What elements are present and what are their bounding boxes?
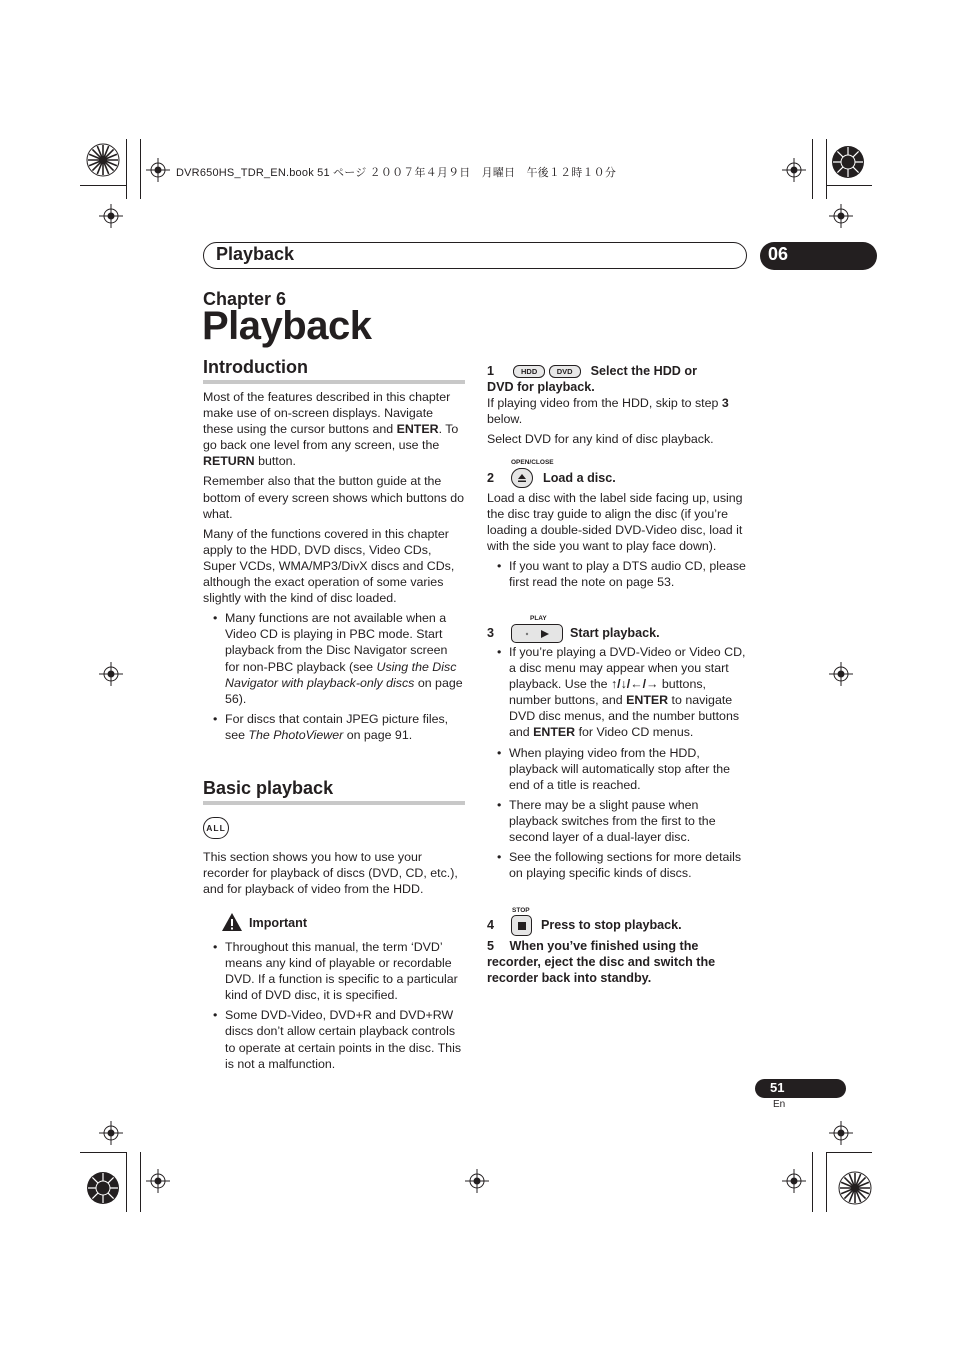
step-5 — [487, 938, 749, 986]
crosshair-mark — [146, 158, 170, 182]
important-label: Important — [249, 916, 308, 930]
warning-icon — [221, 912, 243, 932]
heading-rule — [203, 801, 465, 805]
crosshair-mark — [99, 662, 123, 686]
step-1 — [487, 363, 749, 451]
step-number: 4 — [487, 918, 495, 933]
step-4 — [487, 915, 749, 936]
crosshair-mark — [782, 1169, 806, 1193]
list-item: • Throughout this manual, the term ‘DVD’ means any kind of playable or recordable DVD. If a function is specific to a particular kind of DVD disc, it is specified. — [203, 939, 465, 1003]
paragraph: If playing video from the HDD, skip to step 3 below. — [487, 396, 729, 427]
play-icon — [511, 624, 563, 643]
paragraph: Remember also that the button guide at the bottom of every screen shows which buttons do what. — [203, 474, 465, 521]
eject-icon — [511, 468, 533, 488]
step-2 — [487, 468, 749, 595]
step-heading: Select the HDD or — [590, 364, 697, 378]
paragraph: Most of the features described in this chapter make use of on-screen displays. Navigate these using the cursor buttons and ENTER. To go back one level from any screen, use the RETURN button. — [203, 390, 459, 469]
chapter-label: Chapter 6 — [203, 289, 287, 309]
paragraph: Many of the functions covered in this chapter apply to the HDD, DVD discs, Video CDs, Super VCDs, WMA/MP3/DivX discs and CDs, although the exact operation of some varies slightly with the kind of disc loaded. — [203, 526, 455, 606]
list-item: • If you want to play a DTS audio CD, please first read the note on page 53. — [487, 558, 749, 590]
step-number: 1 — [487, 364, 495, 378]
starburst-mark-top-right — [831, 145, 865, 179]
crosshair-mark — [782, 158, 806, 182]
list-item: • For discs that contain JPEG picture files, see The PhotoViewer on page 91. — [203, 711, 465, 743]
list-item: • See the following sections for more details on playing specific kinds of discs. — [487, 849, 749, 881]
list-item: • Many functions are not available when a Video CD is playing in PBC mode. Start playback from the Disc Navigator screen for non-PBC playback (see Using the Disc Navigator with playback-only discs on page 56). — [203, 610, 465, 707]
step-heading: When you’ve finished using the recorder, eject the disc and switch the recorder back into standby. — [487, 939, 716, 986]
list-item: • Some DVD-Video, DVD+R and DVD+RW discs don’t allow certain playback controls to operate at certain points in the disc. This is not a malfunction. — [203, 1007, 465, 1071]
starburst-mark-bottom-right — [838, 1171, 872, 1205]
crosshair-mark — [829, 204, 853, 228]
chapter-title: Playback — [202, 304, 372, 348]
crosshair-mark — [465, 1169, 489, 1193]
stop-caption: STOP — [512, 907, 530, 914]
list-item: • There may be a slight pause when playback switches from the first to the second layer of a dual-layer disc. — [487, 797, 749, 845]
open-close-caption: OPEN/CLOSE — [511, 459, 554, 466]
play-caption: PLAY — [530, 615, 547, 622]
step-number: 5 — [487, 939, 495, 953]
running-header-title: Playback — [216, 244, 295, 264]
step-heading: Start playback. — [570, 626, 660, 641]
page-number: 51 — [770, 1080, 785, 1095]
page-number-badge — [755, 1079, 846, 1098]
starburst-mark-bottom-left — [86, 1171, 120, 1205]
hdd-button-icon: HDD — [513, 365, 545, 378]
paragraph: Load a disc with the label side facing up, using the disc tray guide to align the disc (if you’re loading a double-sided DVD-Video disc, load it with the side you want to play face down). — [487, 491, 743, 554]
stop-icon — [511, 915, 532, 936]
crosshair-mark — [146, 1169, 170, 1193]
paragraph: This section shows you how to use your recorder for playback of discs (DVD, CD, etc.), and for playback of video from the HDD. — [203, 850, 458, 897]
step-heading: Load a disc. — [543, 470, 616, 485]
dvd-button-icon: DVD — [549, 365, 581, 378]
step-3 — [487, 624, 749, 885]
all-discs-badge: ALL — [203, 817, 229, 839]
heading-rule — [203, 380, 465, 384]
basic-playback-heading: Basic playback — [203, 778, 334, 798]
chapter-number: 06 — [768, 244, 789, 264]
list-item: • When playing video from the HDD, playback will automatically stop after the end of a title is reached. — [487, 745, 749, 793]
introduction-heading: Introduction — [203, 357, 308, 377]
print-header: DVR650HS_TDR_EN.book 51 ページ ２００７年４月９日 月曜日 午後１２時１０分 — [176, 167, 617, 179]
basic-playback-body — [203, 849, 465, 901]
crosshair-mark — [99, 1121, 123, 1145]
page-language: En — [773, 1099, 786, 1110]
important-list — [203, 939, 465, 1076]
starburst-mark-top-left — [86, 143, 120, 177]
paragraph: Select DVD for any kind of disc playback. — [487, 432, 714, 447]
step-heading: DVD for playback. — [487, 380, 595, 395]
step-number: 2 — [487, 470, 495, 485]
step-number: 3 — [487, 626, 495, 641]
crosshair-mark — [99, 204, 123, 228]
list-item: • If you’re playing a DVD-Video or Video CD, a disc menu may appear when you start playback. Use the ↑/↓/←/→ buttons, number buttons, and ENTER to navigate DVD disc menus, and the number buttons and ENTER for Video CD menus. — [487, 644, 749, 741]
crosshair-mark — [829, 1121, 853, 1145]
step-heading: Press to stop playback. — [541, 918, 682, 933]
introduction-body — [203, 389, 465, 747]
crosshair-mark — [829, 662, 853, 686]
